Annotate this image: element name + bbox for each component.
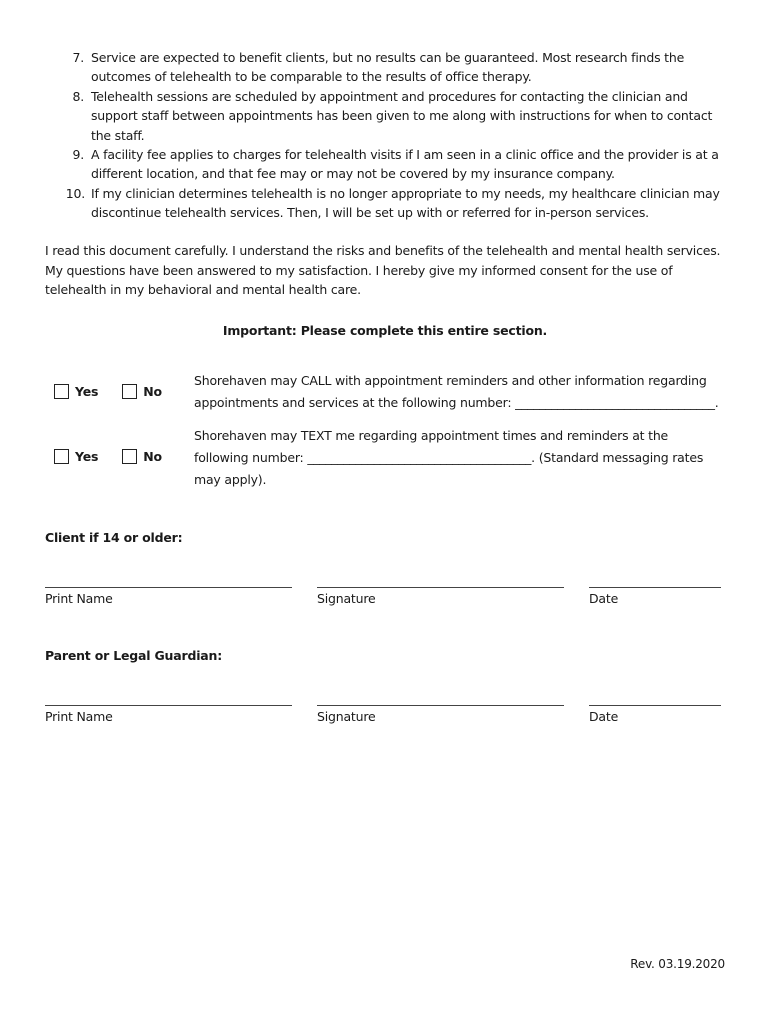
text-yes-checkbox[interactable] <box>54 449 69 464</box>
call-consent-text <box>194 370 724 414</box>
text-consent-line: Shorehaven may TEXT me regarding appointment times and reminders at the <box>194 428 669 443</box>
call-yes-label: Yes <box>75 384 99 399</box>
guardian-date-label: Date <box>589 709 619 724</box>
consent-paragraph: I read this document carefully. I understand the risks and benefits of the telehealth and mental health services. My questions have been answered to my satisfaction. I hereby give my informed consent for the use of telehealth in my behavioral and mental health care. <box>45 243 721 297</box>
client-section-heading: Client if 14 or older: <box>45 530 183 545</box>
guardian-print-name-label: Print Name <box>45 709 113 724</box>
client-date-line[interactable] <box>589 587 721 588</box>
guardian-section-heading: Parent or Legal Guardian: <box>45 648 223 663</box>
call-no-label: No <box>143 384 162 399</box>
list-item <box>60 184 730 223</box>
text-no-checkbox[interactable] <box>122 449 137 464</box>
client-signature-label: Signature <box>317 591 376 606</box>
text-consent-line: following number: _____________________________________. (Standard messaging rates <box>194 450 704 465</box>
list-number: 10. <box>65 185 85 201</box>
guardian-print-name-line[interactable] <box>45 705 292 706</box>
list-item <box>60 48 730 87</box>
guardian-signature-label: Signature <box>317 709 376 724</box>
text-yes-label: Yes <box>75 449 99 464</box>
guardian-date-line[interactable] <box>589 705 721 706</box>
list-item <box>60 145 730 184</box>
call-consent-line: Shorehaven may CALL with appointment reminders and other information regarding <box>194 373 707 388</box>
text-consent-options <box>54 449 162 464</box>
numbered-terms-list <box>60 48 730 223</box>
list-item-text: Service are expected to benefit clients, but no results can be guaranteed. Most research finds the outcomes of telehealth to be comparable to the results of office therapy. <box>91 50 685 85</box>
call-yes-checkbox[interactable] <box>54 384 69 399</box>
list-item-text: A facility fee applies to charges for telehealth visits if I am seen in a clinic office and the provider is at a different location, and that fee may or may not be covered by my insurance company. <box>91 147 719 182</box>
list-item <box>60 87 730 145</box>
list-number: 8. <box>72 88 84 104</box>
call-no-checkbox[interactable] <box>122 384 137 399</box>
text-consent-line: may apply). <box>194 472 267 487</box>
guardian-signature-line[interactable] <box>317 705 564 706</box>
client-print-name-label: Print Name <box>45 591 113 606</box>
client-print-name-line[interactable] <box>45 587 292 588</box>
client-date-label: Date <box>589 591 619 606</box>
text-no-label: No <box>143 449 162 464</box>
list-number: 9. <box>72 147 84 163</box>
list-item-text: Telehealth sessions are scheduled by appointment and procedures for contacting the clinician and support staff between appointments has been given to me along with instructions for when to contact the staff. <box>91 88 713 143</box>
text-consent-text <box>194 425 724 491</box>
client-signature-line[interactable] <box>317 587 564 588</box>
revision-date: Rev. 03.19.2020 <box>630 957 725 971</box>
list-item-text: If my clinician determines telehealth is no longer appropriate to my needs, my healthcare clinician may discontinue telehealth services. Then, I will be set up with or referred for in-person services. <box>91 185 720 221</box>
important-heading: Important: Please complete this entire section. <box>222 323 548 338</box>
call-consent-options <box>54 384 162 399</box>
call-consent-line: appointments and services at the following number: _________________________________. <box>194 395 719 410</box>
list-number: 7. <box>72 50 84 65</box>
